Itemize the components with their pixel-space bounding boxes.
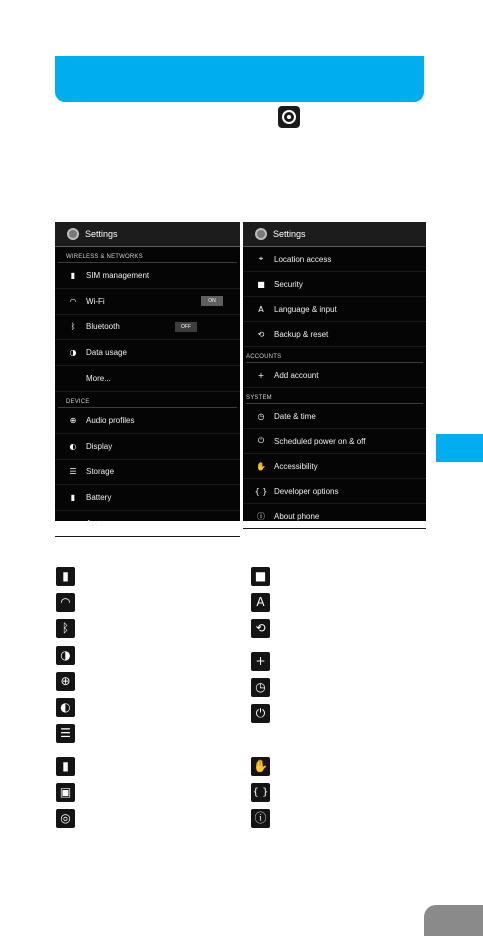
settings-item-wifi[interactable]: ◠ Wi-Fi ON bbox=[55, 289, 240, 315]
settings-item-backup[interactable]: ⟲ Backup & reset bbox=[243, 322, 426, 347]
settings-item-battery[interactable]: ▮ Battery bbox=[55, 485, 240, 511]
section-header: DEVICE bbox=[58, 392, 237, 408]
display-icon: ◐ bbox=[56, 698, 75, 717]
settings-item-storage[interactable]: ☰ Storage bbox=[55, 460, 240, 486]
power-clock-icon: ⏻ bbox=[251, 704, 270, 723]
battery-icon: ▮ bbox=[56, 757, 75, 776]
wifi-toggle[interactable]: ON bbox=[201, 296, 223, 306]
page-number-tab bbox=[424, 905, 483, 936]
bluetooth-toggle[interactable]: OFF bbox=[175, 322, 197, 332]
settings-item-bluetooth[interactable]: ᛒ Bluetooth OFF bbox=[55, 315, 240, 341]
settings-screen-left bbox=[55, 222, 240, 529]
info-icon: ⓘ bbox=[257, 511, 265, 521]
brightness-icon: ◎ bbox=[56, 809, 75, 828]
language-icon: A bbox=[251, 593, 270, 612]
settings-item-audio-profiles[interactable]: ⊕ Audio profiles bbox=[55, 408, 240, 434]
settings-item-sim[interactable]: ▮ SIM management bbox=[55, 263, 240, 289]
settings-screen-right bbox=[243, 222, 426, 521]
settings-item-accessibility[interactable]: ✋ Accessibility bbox=[243, 454, 426, 479]
battery-icon: ▮ bbox=[70, 493, 76, 503]
section-header: ACCOUNTS bbox=[246, 347, 423, 363]
clock-icon: ◷ bbox=[257, 411, 265, 421]
screen-title: Settings bbox=[273, 229, 306, 239]
hand-icon: ✋ bbox=[251, 757, 270, 776]
settings-item-location[interactable]: ⌖ Location access bbox=[243, 247, 426, 272]
location-icon: ⌖ bbox=[258, 254, 264, 263]
bluetooth-icon: ᛒ bbox=[70, 322, 76, 332]
settings-item-data-usage[interactable]: ◑ Data usage bbox=[55, 340, 240, 366]
lock-icon: ■ bbox=[251, 567, 270, 586]
backup-icon: ⟲ bbox=[257, 329, 265, 339]
settings-item-add-account[interactable]: + Add account bbox=[243, 363, 426, 388]
settings-item-about[interactable]: ⓘ About phone bbox=[243, 504, 426, 529]
settings-icon bbox=[255, 228, 267, 240]
section-header-bar bbox=[55, 56, 424, 102]
settings-gear-icon bbox=[278, 106, 300, 128]
settings-item-language[interactable]: A Language & input bbox=[243, 297, 426, 322]
wifi-icon: ◠ bbox=[69, 296, 77, 306]
braces-icon: { } bbox=[251, 783, 270, 802]
backup-icon: ⟲ bbox=[251, 619, 270, 638]
power-clock-icon: ⏻ bbox=[257, 436, 265, 445]
data-usage-icon: ◑ bbox=[69, 348, 77, 358]
settings-item-date-time[interactable]: ◷ Date & time bbox=[243, 404, 426, 429]
action-bar bbox=[243, 222, 426, 247]
settings-item-developer[interactable]: { } Developer options bbox=[243, 479, 426, 504]
apps-icon: ▣ bbox=[69, 519, 77, 529]
braces-icon: { } bbox=[254, 486, 268, 496]
sim-icon: ▮ bbox=[70, 270, 76, 280]
wifi-icon: ◠ bbox=[56, 593, 75, 612]
sim-icon: ▮ bbox=[56, 567, 75, 586]
plus-icon: + bbox=[251, 652, 270, 671]
apps-icon: ▣ bbox=[56, 783, 75, 802]
settings-item-security[interactable]: ■ Security bbox=[243, 272, 426, 297]
display-icon: ◐ bbox=[69, 441, 77, 451]
settings-item-scheduled-power[interactable]: ⏻ Scheduled power on & off bbox=[243, 429, 426, 454]
settings-icon bbox=[67, 228, 79, 240]
hand-icon: ✋ bbox=[256, 461, 266, 471]
audio-profiles-icon: ⊕ bbox=[69, 415, 77, 425]
section-header: WIRELESS & NETWORKS bbox=[58, 247, 237, 263]
screen-title: Settings bbox=[85, 229, 118, 239]
info-icon: ⓘ bbox=[251, 809, 270, 828]
data-usage-icon: ◑ bbox=[56, 646, 75, 665]
language-icon: A bbox=[258, 304, 264, 314]
plus-icon: + bbox=[257, 370, 265, 380]
clock-icon: ◷ bbox=[251, 678, 270, 697]
side-thumb-tab bbox=[436, 434, 483, 462]
audio-profiles-icon: ⊕ bbox=[56, 672, 75, 691]
lock-icon: ■ bbox=[257, 279, 265, 289]
bluetooth-icon: ᛒ bbox=[56, 619, 75, 638]
section-header: SYSTEM bbox=[246, 388, 423, 404]
settings-item-display[interactable]: ◐ Display bbox=[55, 434, 240, 460]
action-bar bbox=[55, 222, 240, 247]
settings-item-more[interactable]: More... bbox=[55, 366, 240, 392]
storage-icon: ☰ bbox=[69, 467, 77, 477]
settings-item-apps[interactable]: ▣ Apps bbox=[55, 511, 240, 537]
storage-icon: ☰ bbox=[56, 724, 75, 743]
